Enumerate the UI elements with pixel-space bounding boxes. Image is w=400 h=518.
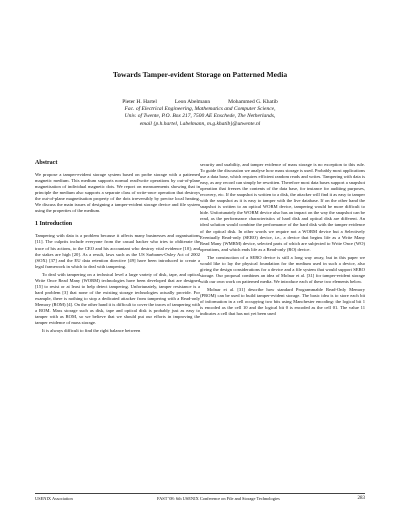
author-name: Leon Abelmann [174, 99, 211, 105]
paper-title: Towards Tamper-evident Storage on Patterned Media [112, 70, 288, 79]
author-block [0, 99, 400, 128]
paragraph: It is always difficult to find the right balance between [42, 328, 141, 334]
affiliation-line: Univ. of Twente, P.O. Box 217, 7500 AE Enschede, The Netherlands, [124, 113, 276, 120]
paragraph: Molnar et al. [31] describe how standard Programmable Read-Only Memory (PROM) can be used to build tamper-evident storage. The basic idea is to store each bit of information in a cell occupying two bits using Manchester encoding: the logical bit 1 is encoded as the cell 10 and the logical bit 0 is encoded as the cell 01. The value 11 indicates a cell that has not yet been used [200, 286, 365, 317]
paragraph: Tampering with data is a problem because it affects many businesses and organisations [11]. The culprits include everyone from the casual hacker who tries to obliterate the trace of his actions, to the CEO and his accountant who destroy vital evidence [10]; and the stakes are high [20]. As a result, laws such as the US Sarbanes-Oxley Act of 2002 (SOX) [37] and the EU data retention directive [49] have been introduced to create a legal framework in which to deal with tampering. [35, 233, 200, 269]
footer-left: USENIX Association [35, 496, 73, 501]
affiliation-line: Fac. of Electrical Engineering, Mathematics and Computer Science, [124, 106, 276, 113]
email-line: email {p.h.hartel, l.abelmann, m.g.khatib}@utwente.nl [139, 120, 261, 127]
author-name: Mohammed G. Khatib [228, 99, 278, 105]
paragraph: To deal with tampering on a technical level a large variety of disk, tape, and optical Write Once Read Many (WORM) technologies have been developed that are designed [15] to resist or at least to help detect tampering. Unfortunately, tamper resistance is a hard problem [3] that none of the existing storage technologies actually provide. For example, there is nothing to stop a dedicated attacker from tampering with a Read-only Memory (ROM) [4]. On the other hand it is difficult to cover the traces of tampering with a ROM. Mass storage such as disk, tape and optical disk is probably just as easy to tamper with as ROM, so we believe that we should put our efforts in improving the tamper evidence of mass storage. [35, 271, 200, 326]
left-column [35, 160, 200, 336]
footer-rule [35, 493, 365, 494]
paragraph: The construction of a SERO device is still a long way away, but in this paper we would like to lay the physical foundation for the medium used in such a device, also giving the design considerations for a device and a file system that would support SERO storage. Our proposal combines an idea of Molnar et al. [31] for tamper-evident storage with our own work on patterned media. We introduce each of these two elements below. [200, 254, 365, 284]
page-number: 283 [357, 496, 365, 501]
right-column [200, 162, 365, 319]
section-heading: 1 Introduction [35, 221, 73, 228]
paragraph: security and usability, and tamper evidence of mass storage is no exception to this rule. To guide the discussion we analyse how mass storage is used. Probably most applications use a data base, which requires efficient random reads and writes. Tampering with data is easy, as any record can simply be rewritten. Therefore most data bases support a snapshot operation that freezes the contents of the data base, for instance for auditing purposes, recovery, etc. If the snapshot is written to a disk, the attacker will find it as easy to tamper with the snapshot as it is easy to tamper with the live database. If on the other hand the snapshot is written to an optical WORM device, tampering would be more difficult to hide. Unfortunately the WORM device also has an impact on the way the snapshot can be read, as the performance characteristics of hard disk and optical disk are different. An ideal solution would combine the performance of the hard disk with the tamper evidence of the optical disk. In other words we require not a WORM device but a Selectively Eventually Read-only (SERO) device, i.e., a device that begins life as a Write Many Read Many (WMRM) device, selected parts of which are subjected to Write Once (WO) operations, and which ends life as a Read-only (RO) device. [200, 162, 365, 252]
abstract-heading: Abstract [35, 160, 58, 166]
abstract-text: We propose a tamper-evident storage system based on probe storage with a patterned magnetic medium. This medium supports normal read/write operations by out-of-plane magnetisation of individual magnetic dots. We report on measurements showing that in principle the medium also supports a separate class of write-once operation that destroys the out-of-plane magnetisation property of the dots irreversibly by precise local heating. We discuss the main issues of designing a tamper-evident storage device and file system using the properties of the medium. [35, 172, 200, 214]
footer-center: FAST '08: 6th USENIX Conference on File and Storage Technologies [157, 496, 280, 501]
author-name: Pieter H. Hartel [122, 99, 157, 105]
